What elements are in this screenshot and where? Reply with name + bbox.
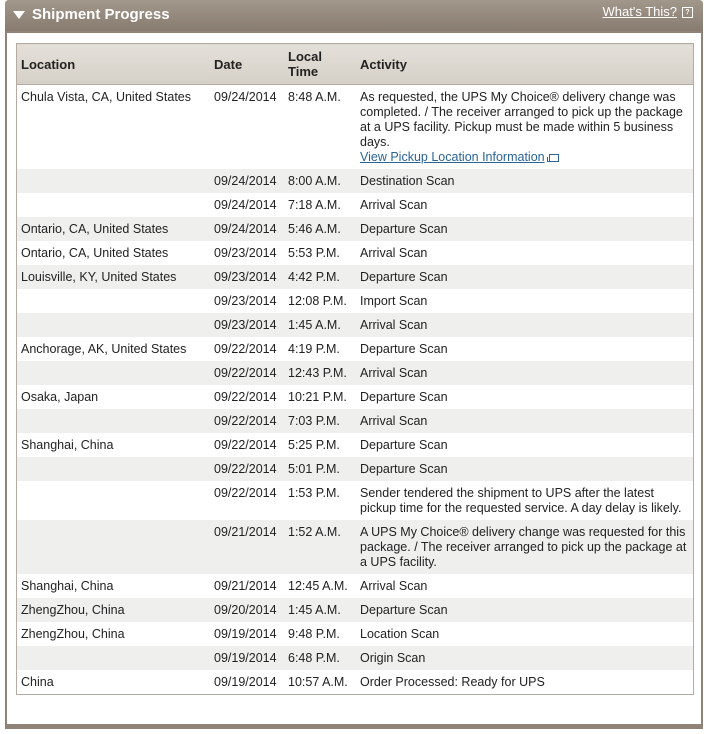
location-cell: ZhengZhou, China bbox=[17, 598, 211, 622]
table-row bbox=[17, 646, 694, 670]
activity-text: Sender tendered the shipment to UPS after the latest pickup time for the requested service. A day delay is likely. bbox=[360, 486, 682, 515]
time-cell: 5:53 P.M. bbox=[288, 246, 340, 260]
location-cell: Anchorage, AK, United States bbox=[21, 342, 187, 356]
date-cell: 09/19/2014 bbox=[210, 646, 284, 670]
new-window-icon[interactable] bbox=[549, 154, 559, 162]
date-cell: 09/21/2014 bbox=[214, 579, 277, 593]
activity-cell bbox=[356, 313, 694, 337]
activity-text: Arrival Scan bbox=[360, 579, 428, 593]
activity-text: Departure Scan bbox=[360, 342, 448, 356]
activity-cell bbox=[356, 337, 694, 361]
table-row bbox=[17, 433, 694, 457]
activity-cell bbox=[356, 217, 694, 241]
activity-cell bbox=[356, 457, 694, 481]
location-cell: Ontario, CA, United States bbox=[21, 246, 169, 260]
location-cell bbox=[17, 361, 211, 385]
table-row bbox=[17, 670, 694, 695]
column-header-date: Date bbox=[210, 44, 284, 85]
column-header-local-time-line2: Time bbox=[288, 64, 319, 79]
date-cell: 09/23/2014 bbox=[214, 294, 277, 308]
location-cell bbox=[17, 409, 211, 433]
time-cell: 8:48 A.M. bbox=[288, 90, 341, 104]
activity-text: A UPS My Choice® delivery change was requested for this package. / The receiver arranged to pick up the package at a UPS facility. bbox=[360, 525, 687, 569]
location-cell: China bbox=[21, 675, 54, 689]
date-cell: 09/22/2014 bbox=[214, 486, 277, 500]
table-row bbox=[17, 169, 694, 193]
activity-cell bbox=[356, 193, 694, 217]
time-cell: 5:46 A.M. bbox=[284, 217, 356, 241]
table-row bbox=[17, 289, 694, 313]
location-cell bbox=[17, 520, 211, 574]
help-popup-icon[interactable]: ? bbox=[682, 7, 693, 18]
activity-text: Departure Scan bbox=[360, 462, 448, 476]
time-cell: 9:48 P.M. bbox=[288, 627, 340, 641]
activity-text: Arrival Scan bbox=[360, 318, 428, 332]
column-header-activity: Activity bbox=[356, 44, 694, 85]
activity-cell bbox=[356, 169, 694, 193]
location-cell: Louisville, KY, United States bbox=[17, 265, 211, 289]
date-cell: 09/24/2014 bbox=[210, 217, 284, 241]
table-row bbox=[17, 265, 694, 289]
location-cell: Ontario, CA, United States bbox=[17, 217, 211, 241]
table-row bbox=[17, 217, 694, 241]
date-cell: 09/24/2014 bbox=[210, 169, 284, 193]
location-cell bbox=[17, 457, 211, 481]
collapse-triangle-icon[interactable] bbox=[13, 11, 25, 19]
table-row bbox=[17, 520, 694, 574]
activity-cell bbox=[356, 646, 694, 670]
table-row bbox=[17, 241, 694, 265]
table-row bbox=[17, 409, 694, 433]
time-cell: 5:25 P.M. bbox=[288, 438, 340, 452]
date-cell: 09/22/2014 bbox=[210, 409, 284, 433]
activity-text: Arrival Scan bbox=[360, 366, 428, 380]
table-row bbox=[17, 85, 694, 170]
time-cell: 4:42 P.M. bbox=[284, 265, 356, 289]
activity-text: As requested, the UPS My Choice® delivery change was completed. / The receiver arranged to pick up the package at a UPS facility. Pickup must be made within 5 business days. bbox=[360, 90, 683, 149]
time-cell: 1:53 P.M. bbox=[288, 486, 340, 500]
location-cell: Chula Vista, CA, United States bbox=[21, 90, 191, 104]
column-header-local-time bbox=[284, 44, 356, 85]
date-cell: 09/23/2014 bbox=[210, 265, 284, 289]
table-row bbox=[17, 574, 694, 598]
activity-text: Origin Scan bbox=[360, 651, 426, 665]
time-cell: 6:48 P.M. bbox=[284, 646, 356, 670]
date-cell: 09/24/2014 bbox=[214, 198, 277, 212]
date-cell: 09/22/2014 bbox=[210, 361, 284, 385]
activity-cell bbox=[356, 520, 694, 574]
shipment-progress-table bbox=[16, 43, 694, 695]
table-body bbox=[17, 85, 694, 695]
location-cell bbox=[17, 646, 211, 670]
table-row bbox=[17, 598, 694, 622]
activity-text: Destination Scan bbox=[360, 174, 455, 188]
date-cell: 09/19/2014 bbox=[214, 675, 277, 689]
time-cell: 7:18 A.M. bbox=[288, 198, 341, 212]
activity-cell bbox=[356, 433, 694, 457]
activity-text: Arrival Scan bbox=[360, 198, 428, 212]
activity-cell bbox=[356, 622, 694, 646]
activity-cell bbox=[356, 598, 694, 622]
date-cell: 09/22/2014 bbox=[214, 438, 277, 452]
time-cell: 10:21 P.M. bbox=[288, 390, 347, 404]
time-cell: 10:57 A.M. bbox=[288, 675, 348, 689]
activity-cell bbox=[356, 481, 694, 520]
table-row bbox=[17, 337, 694, 361]
location-cell: ZhengZhou, China bbox=[21, 627, 125, 641]
column-header-location: Location bbox=[17, 44, 211, 85]
time-cell: 7:03 P.M. bbox=[284, 409, 356, 433]
time-cell: 12:08 P.M. bbox=[288, 294, 347, 308]
date-cell: 09/23/2014 bbox=[214, 246, 277, 260]
activity-cell bbox=[356, 85, 694, 170]
activity-text: Departure Scan bbox=[360, 390, 448, 404]
table-row bbox=[17, 361, 694, 385]
date-cell: 09/20/2014 bbox=[210, 598, 284, 622]
shipment-progress-panel bbox=[5, 0, 703, 729]
date-cell: 09/24/2014 bbox=[214, 90, 277, 104]
time-cell: 8:00 A.M. bbox=[284, 169, 356, 193]
time-cell: 1:45 A.M. bbox=[284, 313, 356, 337]
activity-cell bbox=[356, 385, 694, 409]
location-cell: Shanghai, China bbox=[21, 438, 114, 452]
location-cell bbox=[17, 481, 211, 520]
date-cell: 09/23/2014 bbox=[210, 313, 284, 337]
location-cell bbox=[17, 289, 211, 313]
panel-title: Shipment Progress bbox=[32, 6, 170, 23]
activity-text: Import Scan bbox=[360, 294, 428, 308]
table-row bbox=[17, 193, 694, 217]
column-header-local-time-line1: Local bbox=[288, 49, 322, 64]
table-row bbox=[17, 457, 694, 481]
location-cell bbox=[17, 193, 211, 217]
location-cell: Shanghai, China bbox=[21, 579, 114, 593]
date-cell: 09/22/2014 bbox=[214, 390, 277, 404]
table-row bbox=[17, 481, 694, 520]
table-header-row bbox=[17, 44, 694, 85]
activity-cell bbox=[356, 574, 694, 598]
location-cell bbox=[17, 169, 211, 193]
time-cell: 5:01 P.M. bbox=[284, 457, 356, 481]
time-cell: 1:45 A.M. bbox=[284, 598, 356, 622]
activity-cell bbox=[356, 265, 694, 289]
table-row bbox=[17, 385, 694, 409]
activity-cell bbox=[356, 670, 694, 695]
activity-text: Arrival Scan bbox=[360, 246, 428, 260]
location-cell: Osaka, Japan bbox=[21, 390, 99, 404]
activity-cell bbox=[356, 409, 694, 433]
date-cell: 09/22/2014 bbox=[210, 457, 284, 481]
time-cell: 12:45 A.M. bbox=[288, 579, 348, 593]
panel-content bbox=[7, 33, 701, 724]
activity-text: Order Processed: Ready for UPS bbox=[360, 675, 545, 689]
activity-text: Departure Scan bbox=[360, 603, 448, 617]
activity-text: Departure Scan bbox=[360, 438, 448, 452]
panel-header[interactable] bbox=[5, 0, 703, 31]
time-cell: 4:19 P.M. bbox=[288, 342, 340, 356]
activity-text: Arrival Scan bbox=[360, 414, 428, 428]
activity-cell bbox=[356, 289, 694, 313]
table-row bbox=[17, 622, 694, 646]
whats-this-link[interactable]: What's This? bbox=[602, 4, 677, 19]
activity-cell bbox=[356, 241, 694, 265]
date-cell: 09/22/2014 bbox=[214, 342, 277, 356]
activity-cell bbox=[356, 361, 694, 385]
table-row bbox=[17, 313, 694, 337]
time-cell: 12:43 P.M. bbox=[284, 361, 356, 385]
activity-text: Departure Scan bbox=[360, 270, 448, 284]
time-cell: 1:52 A.M. bbox=[284, 520, 356, 574]
view-pickup-location-link[interactable]: View Pickup Location Information bbox=[360, 150, 545, 164]
activity-text: Departure Scan bbox=[360, 222, 448, 236]
date-cell: 09/19/2014 bbox=[214, 627, 277, 641]
activity-text: Location Scan bbox=[360, 627, 440, 641]
date-cell: 09/21/2014 bbox=[210, 520, 284, 574]
location-cell bbox=[17, 313, 211, 337]
